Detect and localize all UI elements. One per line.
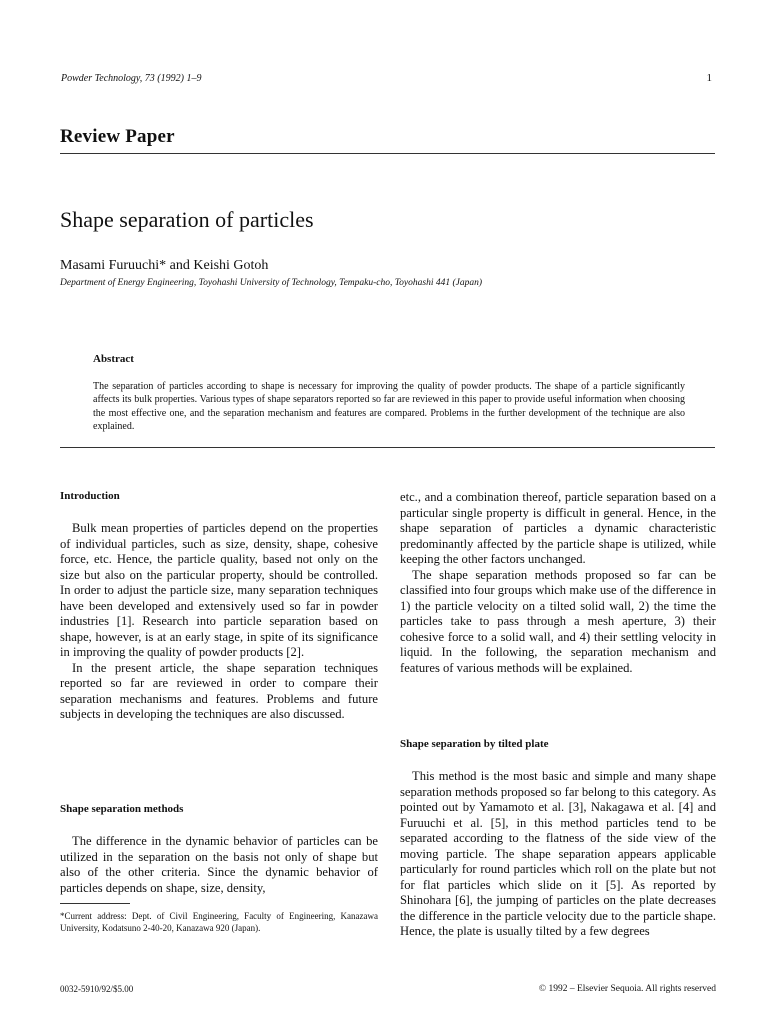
article-title: Shape separation of particles <box>60 207 314 232</box>
methods-heading: Shape separation methods <box>60 803 184 815</box>
methods-paragraph-1: The difference in the dynamic behavior of particles can be utilized in the separation on the basis not only of shape but also of the other criteria. Since the dynamic behavior of particles depends on shape, size, density, <box>60 834 378 895</box>
journal-citation <box>61 73 201 84</box>
section-label: Review Paper <box>60 126 175 147</box>
right-column-body <box>400 490 716 676</box>
right-paragraph-1: etc., and a combination thereof, particle separation based on a particular single property is difficult in general. Hence, in the shape separation of particles a dynamic characteristic predominantly affected by the particle shape is utilized, while keeping the other factors unchanged. <box>400 490 716 566</box>
header-divider <box>60 153 715 154</box>
right-paragraph-2: The shape separation methods proposed so far can be classified into four groups which make use of the difference in 1) the particle velocity on a tilted solid wall, 2) the time the particles take to pass through a mesh aperture, 3) their cohesive force to a solid wall, and 4) their settling velocity in liquid. In the following, the separation mechanism and features of various methods will be explained. <box>400 567 716 675</box>
copyright-notice: © 1992 – Elsevier Sequoia. All rights reserved <box>538 984 716 994</box>
abstract-heading: Abstract <box>93 353 134 365</box>
journal-name: Powder Technology, <box>61 73 143 84</box>
journal-year-pages: (1992) 1–9 <box>157 73 202 84</box>
tilted-plate-body <box>400 769 716 940</box>
tilted-plate-paragraph-1: This method is the most basic and simple and many shape separation methods proposed so far belong to this category. As pointed out by Yamamoto et al. [3], Nakagawa et al. [4] and Furuuchi et al. [5], in this method particles tend to be separated according to the flatness of the side view of the moving particle. The shape separation appears applicable particularly for round particles which roll on the plate but not for flat particles which slide on it [5]. As reported by Shinohara [6], the jumping of particles on the plate decreases the difference in the particle velocity due to the particle shape. Hence, the plate is usually tilted by a few degrees <box>400 769 716 938</box>
footnote-divider <box>60 903 130 904</box>
article-affiliation: Department of Energy Engineering, Toyohashi University of Technology, Tempaku-cho, Toyohashi 441 (Japan) <box>60 278 483 288</box>
abstract-divider <box>60 447 715 448</box>
tilted-plate-heading: Shape separation by tilted plate <box>400 738 549 750</box>
abstract-text: The separation of particles according to shape is necessary for improving the quality of powder products. The shape of a particle significantly affects its bulk properties. Various types of shape separators reported so far are reviewed in this paper to provide useful information when choosing the most effective one, and the separation mechanism and features are compared. Problems in the further development of the technique are also explained. <box>93 381 685 433</box>
page-number: 1 <box>706 72 712 84</box>
journal-volume: 73 <box>144 73 155 84</box>
introduction-body <box>60 521 378 723</box>
article-authors: Masami Furuuchi* and Keishi Gotoh <box>60 258 269 273</box>
introduction-paragraph-2: In the present article, the shape separation techniques reported so far are reviewed in order to compare their separation mechanisms and features. Problems and future subjects in developing the techniques are also discussed. <box>60 660 378 721</box>
issn-price-code: 0032-5910/92/$5.00 <box>60 984 134 994</box>
introduction-paragraph-1: Bulk mean properties of particles depend on the properties of individual particles, such as size, density, shape, cohesive force, etc. Hence, the particle quality, based not only on the size but also on the particular property, should be controlled. In order to adjust the particle size, many separation techniques have been developed and extensively used so far in powder industries [1]. Research into particle separation based on shape, however, is at an early stage, in spite of its significance in improving the quality of powder products [2]. <box>60 521 378 659</box>
methods-body <box>60 834 378 896</box>
footnote: *Current address: Dept. of Civil Engineering, Faculty of Engineering, Kanazawa University, Kodatsuno 2-40-20, Kanazawa 920 (Japan). <box>60 911 378 933</box>
introduction-heading: Introduction <box>60 490 120 502</box>
